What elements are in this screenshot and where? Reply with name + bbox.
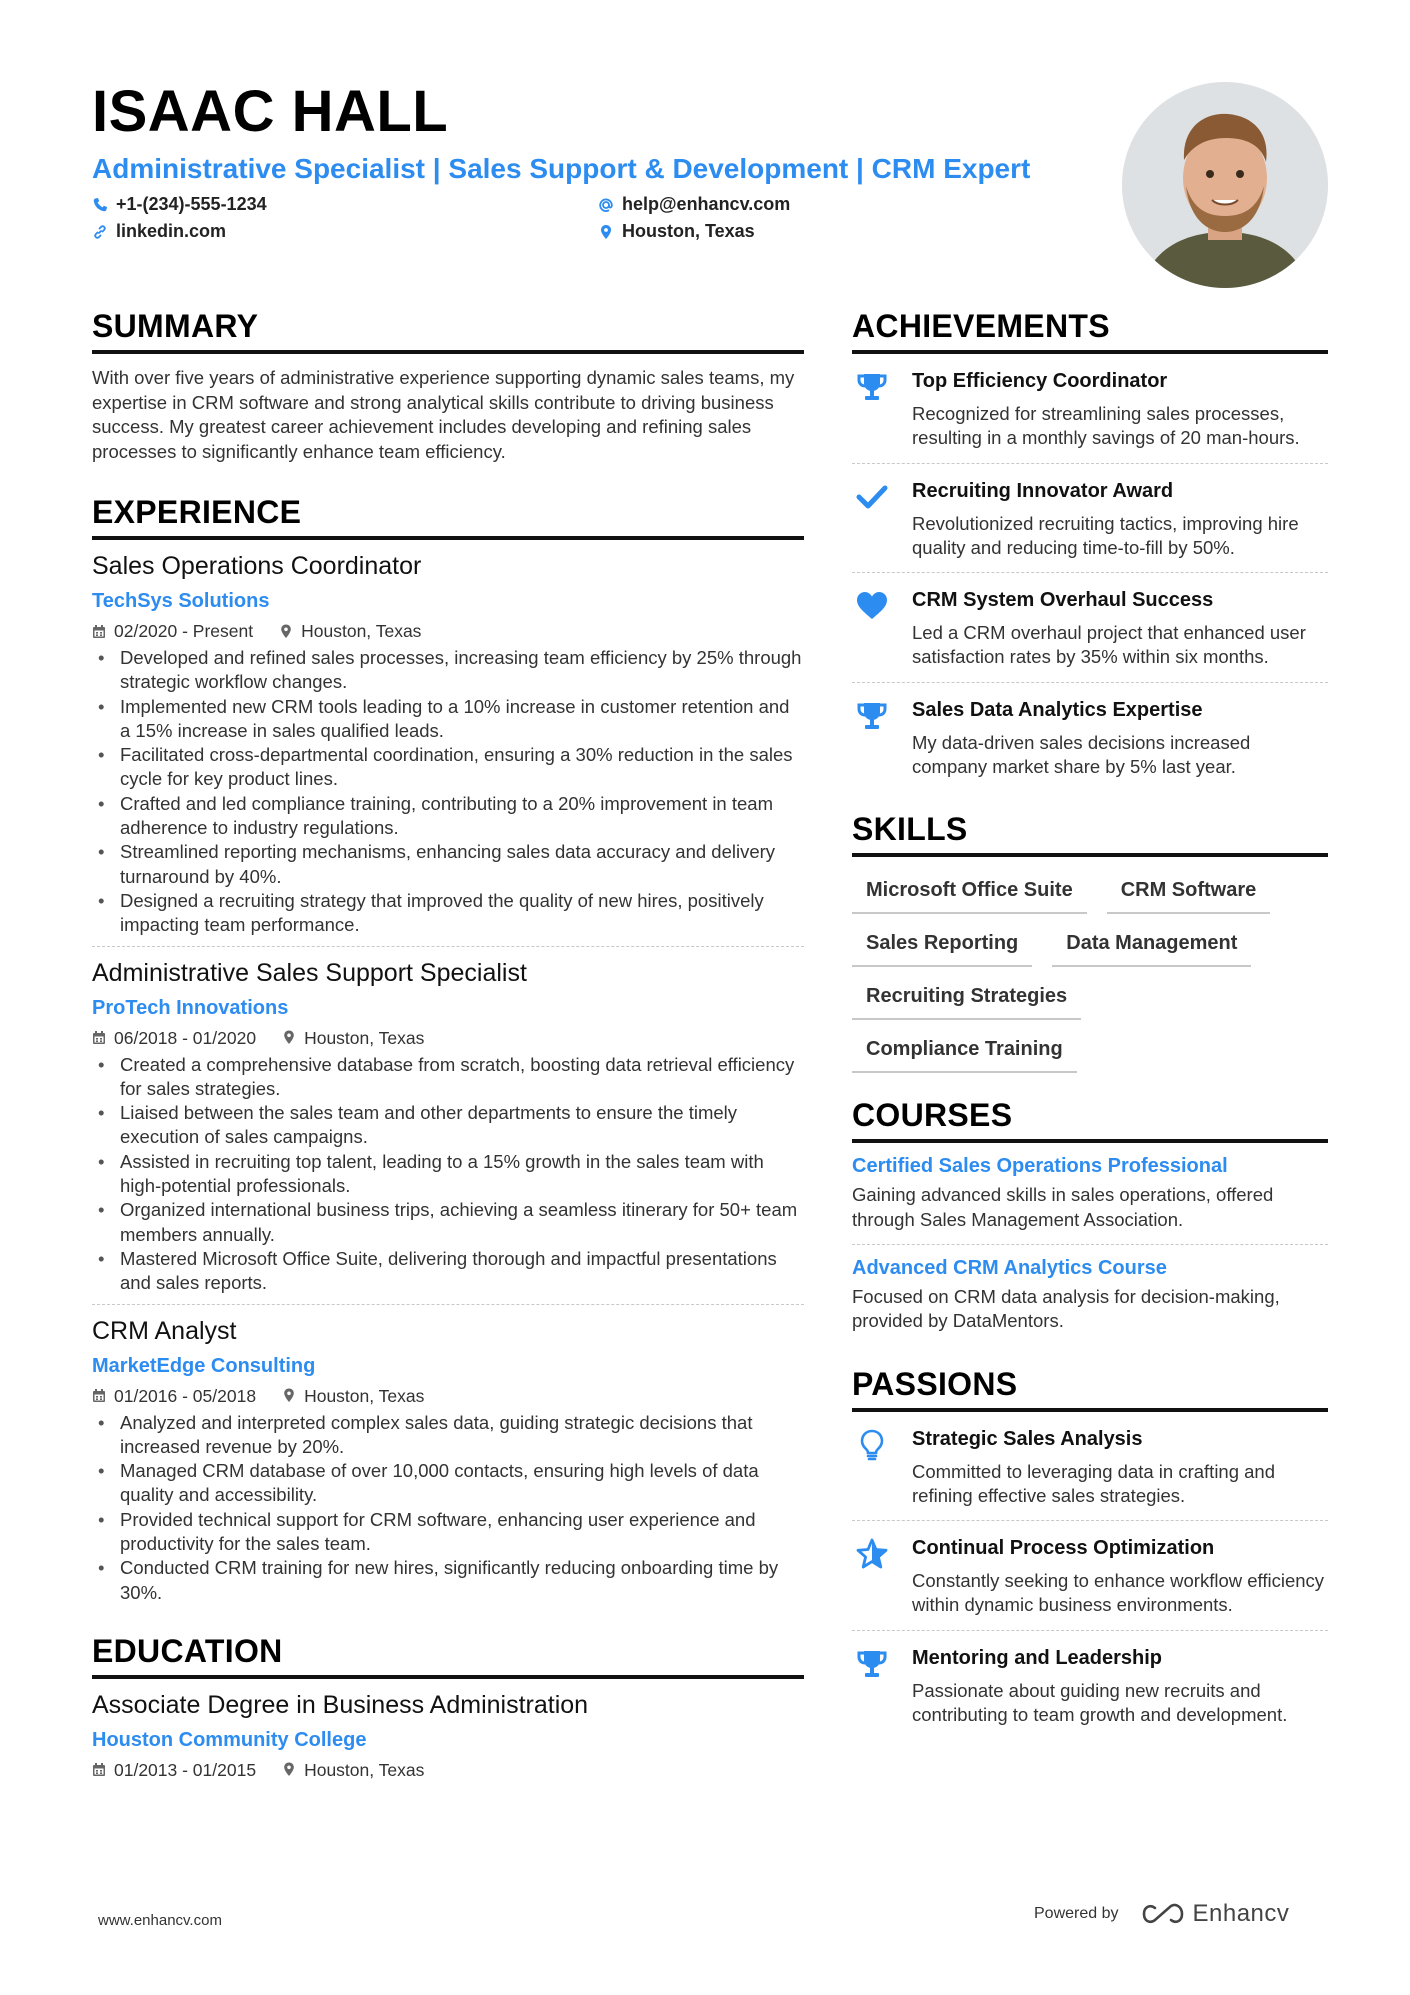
achievements-heading: ACHIEVEMENTS: [852, 306, 1328, 354]
passion-title: Mentoring and Leadership: [912, 1646, 1163, 1669]
passion-title: Continual Process Optimization: [912, 1537, 1215, 1560]
achievement-item: [852, 464, 1328, 574]
education-heading: EDUCATION: [92, 1631, 804, 1679]
trophy-icon: [855, 699, 889, 733]
linkedin-text: linkedin.com: [116, 221, 227, 241]
checkmark-icon: [855, 480, 889, 514]
footer-branding: [1034, 1900, 1289, 1928]
achievement-item: [852, 573, 1328, 683]
right-column: [852, 306, 1328, 1739]
enhancv-logo[interactable]: [1141, 1900, 1290, 1928]
achievement-title: Top Efficiency Coordinator: [912, 370, 1168, 392]
achievement-desc: Revolutionized recruiting tactics, improving hire quality and reducing time-to-fill by 50%.: [912, 512, 1299, 558]
skill-tag: Compliance Training: [852, 1032, 1077, 1073]
passion-title: Strategic Sales Analysis: [912, 1427, 1143, 1450]
achievement-desc: Recognized for streamlining sales processes, resulting in a monthly savings of 20 man-hours.: [912, 403, 1300, 449]
company-name[interactable]: TechSys Solutions: [92, 590, 270, 612]
experience-heading: EXPERIENCE: [92, 492, 804, 540]
job-meta: [92, 620, 804, 642]
passion-desc: Constantly seeking to enhance workflow efficiency within dynamic business environments.: [912, 1570, 1325, 1616]
calendar-icon: [92, 1030, 106, 1045]
courses-section: [852, 1095, 1328, 1345]
skill-tag: Microsoft Office Suite: [852, 873, 1087, 914]
job-title: Sales Operations Coordinator: [92, 552, 422, 580]
skill-tag: Recruiting Strategies: [852, 979, 1081, 1020]
achievements-section: [852, 306, 1328, 791]
trophy-icon: [855, 370, 889, 404]
bullet-item: • Analyzed and interpreted complex sales data, guiding strategic decisions that increased revenue by 20%.: [92, 1411, 804, 1460]
job-bullets: [92, 646, 804, 938]
job-meta: [92, 1027, 804, 1049]
course-title[interactable]: Advanced CRM Analytics Course: [852, 1256, 1167, 1279]
education-location: Houston, Texas: [304, 1759, 425, 1780]
degree-title: Associate Degree in Business Administration: [92, 1690, 589, 1719]
company-name[interactable]: ProTech Innovations: [92, 996, 289, 1019]
brand-name: Enhancv: [1192, 1900, 1290, 1927]
skill-tag: Data Management: [1052, 926, 1251, 967]
left-column: [92, 306, 804, 1799]
school-name[interactable]: Houston Community College: [92, 1728, 367, 1751]
skills-section: [852, 809, 1328, 1073]
resume-header: [92, 80, 1092, 248]
job-entry: [92, 957, 804, 1305]
skills-heading: SKILLS: [852, 809, 1328, 857]
profile-photo: [1122, 82, 1328, 288]
map-pin-icon: [279, 624, 293, 639]
at-sign-icon: [598, 197, 614, 213]
bullet-item: • Crafted and led compliance training, contributing to a 20% improvement in team adherence to industry regulations.: [92, 792, 804, 841]
map-pin-icon: [282, 1388, 296, 1403]
bullet-item: • Streamlined reporting mechanisms, enhancing sales data accuracy and delivery turnaround by 40%.: [92, 840, 804, 889]
education-entry: [92, 1689, 804, 1789]
bullet-item: • Created a comprehensive database from scratch, boosting data retrieval efficiency for sales strategies.: [92, 1053, 804, 1102]
calendar-icon: [92, 1762, 106, 1777]
achievement-title: Sales Data Analytics Expertise: [912, 698, 1203, 721]
job-location: Houston, Texas: [304, 1385, 425, 1406]
headline: Administrative Specialist | Sales Support & Development | CRM Expert: [92, 153, 1031, 184]
job-entry: [92, 1315, 804, 1613]
bullet-item: • Liaised between the sales team and other departments to ensure the timely execution of sales campaigns.: [92, 1101, 804, 1150]
passion-item: [852, 1631, 1328, 1740]
email-text: help@enhancv.com: [622, 194, 791, 214]
lightbulb-icon: [855, 1428, 889, 1462]
heart-icon: [855, 589, 889, 623]
candidate-name: ISAAC HALL: [92, 79, 449, 144]
bullet-item: • Managed CRM database of over 10,000 contacts, ensuring high levels of data quality and accessibility.: [92, 1459, 804, 1508]
bullet-item: • Conducted CRM training for new hires, significantly reducing onboarding time by 30%.: [92, 1556, 804, 1605]
email-contact[interactable]: [598, 194, 790, 215]
passion-desc: Committed to leveraging data in crafting and refining effective sales strategies.: [912, 1460, 1276, 1506]
location-text: Houston, Texas: [622, 221, 755, 241]
enhancv-logo-icon: [1141, 1902, 1185, 1926]
phone-text: +1-(234)-555-1234: [116, 194, 267, 214]
phone-contact[interactable]: [92, 194, 267, 215]
achievement-title: Recruiting Innovator Award: [912, 479, 1174, 502]
map-pin-icon: [282, 1030, 296, 1045]
job-meta: [92, 1385, 804, 1407]
passions-section: [852, 1364, 1328, 1740]
company-name[interactable]: MarketEdge Consulting: [92, 1354, 316, 1377]
experience-section: [92, 492, 804, 1613]
bullet-item: • Mastered Microsoft Office Suite, delivering thorough and impactful presentations and sales reports.: [92, 1247, 804, 1296]
map-pin-icon: [282, 1762, 296, 1777]
bullet-item: • Implemented new CRM tools leading to a 10% increase in customer retention and a 15% increase in sales qualified leads.: [92, 695, 804, 744]
course-item: [852, 1245, 1328, 1346]
calendar-icon: [92, 624, 106, 639]
star-icon: [855, 1537, 889, 1571]
achievement-desc: Led a CRM overhaul project that enhanced user satisfaction rates by 35% within six months.: [912, 622, 1306, 668]
bullet-item: • Developed and refined sales processes, increasing team efficiency by 25% through strategic workflow changes.: [92, 646, 804, 695]
passion-item: [852, 1412, 1328, 1522]
linkedin-contact[interactable]: [92, 221, 226, 242]
job-location: Houston, Texas: [301, 621, 422, 641]
phone-icon: [92, 197, 108, 213]
location-contact: [598, 221, 755, 242]
footer-website[interactable]: www.enhancv.com: [98, 1912, 222, 1929]
achievement-item: [852, 683, 1328, 792]
passion-item: [852, 1521, 1328, 1631]
skills-list: [852, 873, 1328, 1073]
job-dates: 01/2016 - 05/2018: [114, 1385, 257, 1406]
passion-desc: Passionate about guiding new recruits and contributing to team growth and development.: [912, 1679, 1288, 1726]
skill-tag: CRM Software: [1107, 873, 1271, 914]
skill-tag: Sales Reporting: [852, 926, 1032, 967]
achievement-title: CRM System Overhaul Success: [912, 589, 1214, 612]
job-title: Administrative Sales Support Specialist: [92, 958, 527, 987]
achievement-item: [852, 354, 1328, 464]
map-pin-icon: [598, 224, 614, 240]
course-title[interactable]: Certified Sales Operations Professional: [852, 1155, 1228, 1178]
job-entry: [92, 550, 804, 947]
job-bullets: [92, 1053, 804, 1296]
summary-section: [92, 306, 804, 464]
bullet-item: • Organized international business trips, achieving a seamless itinerary for 50+ team members annually.: [92, 1198, 804, 1247]
contact-info: [92, 194, 1092, 248]
powered-by-text: Powered by: [1034, 1905, 1119, 1922]
course-item: [852, 1143, 1328, 1245]
achievement-desc: My data-driven sales decisions increased company market share by 5% last year.: [912, 731, 1251, 778]
education-section: [92, 1631, 804, 1789]
bullet-item: • Designed a recruiting strategy that improved the quality of new hires, positively impacting team performance.: [92, 889, 804, 938]
course-desc: Gaining advanced skills in sales operations, offered through Sales Management Association.: [852, 1184, 1274, 1230]
link-icon: [92, 224, 108, 240]
courses-heading: COURSES: [852, 1095, 1328, 1143]
bullet-item: • Facilitated cross-departmental coordination, ensuring a 30% reduction in the sales cycle for key product lines.: [92, 743, 804, 792]
job-dates: 06/2018 - 01/2020: [114, 1027, 257, 1048]
summary-heading: SUMMARY: [92, 306, 804, 354]
job-dates: 02/2020 - Present: [114, 621, 254, 641]
course-desc: Focused on CRM data analysis for decision-making, provided by DataMentors.: [852, 1285, 1280, 1332]
trophy-icon: [855, 1647, 889, 1681]
passions-heading: PASSIONS: [852, 1364, 1328, 1412]
bullet-item: • Provided technical support for CRM software, enhancing user experience and productivity for the sales team.: [92, 1508, 804, 1557]
calendar-icon: [92, 1388, 106, 1403]
job-title: CRM Analyst: [92, 1316, 237, 1345]
education-meta: [92, 1759, 804, 1781]
education-dates: 01/2013 - 01/2015: [114, 1759, 257, 1780]
bullet-item: • Assisted in recruiting top talent, leading to a 15% growth in the sales team with high-potential professionals.: [92, 1150, 804, 1199]
job-location: Houston, Texas: [304, 1027, 425, 1048]
summary-text: With over five years of administrative experience supporting dynamic sales teams, my expertise in CRM software and strong analytical skills contribute to driving business success. My greatest career achievement includes developing and refining sales processes to significantly enhance team efficiency.: [92, 367, 795, 462]
job-bullets: [92, 1411, 804, 1605]
